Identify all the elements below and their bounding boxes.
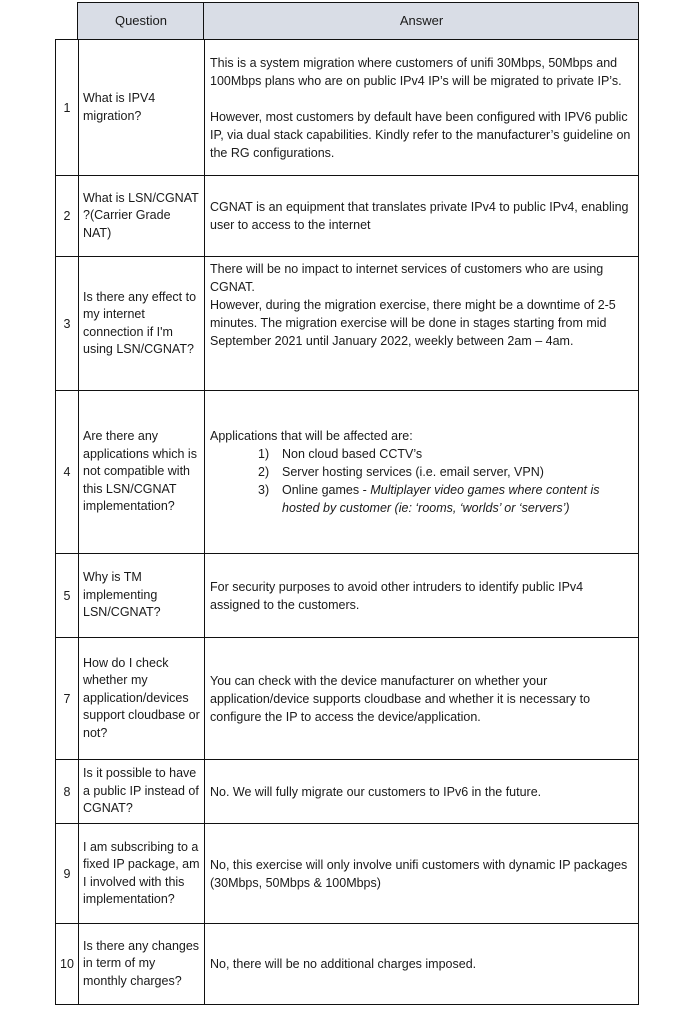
answer-paragraph: There will be no impact to internet services of customers who are using CGNAT.: [210, 262, 604, 294]
answer-cell: No, there will be no additional charges imposed.: [204, 924, 639, 1005]
faq-table: [55, 2, 639, 1005]
table-row: [55, 760, 639, 824]
answer-cell: [204, 40, 639, 176]
question-cell: How do I check whether my application/devices support cloudbase or not?: [78, 638, 204, 760]
answer-paragraph: This is a system migration where customers of unifi 30Mbps, 50Mbps and 100Mbps plans who are on public IPv4 IP’s will be migrated to private IP’s.: [210, 55, 622, 88]
row-number: 4: [55, 391, 78, 554]
row-number: 10: [55, 924, 78, 1005]
table-row: [55, 824, 639, 924]
list-item: 2) Server hosting services (i.e. email server, VPN): [258, 465, 544, 479]
question-cell: Are there any applications which is not compatible with this LSN/CGNAT implementation?: [78, 391, 204, 554]
row-number: 5: [55, 554, 78, 638]
row-number: 1: [55, 40, 78, 176]
question-cell: What is LSN/CGNAT ?(Carrier Grade NAT): [78, 176, 204, 257]
answer-cell: No. We will fully migrate our customers to IPv6 in the future.: [204, 760, 639, 824]
row-number: 2: [55, 176, 78, 257]
row-number: 3: [55, 257, 78, 391]
answer-intro: Applications that will be affected are:: [210, 429, 413, 443]
answer-cell: For security purposes to avoid other intruders to identify public IPv4 assigned to the customers.: [204, 554, 639, 638]
question-cell: Why is TM implementing LSN/CGNAT?: [78, 554, 204, 638]
table-row: [55, 257, 639, 391]
answer-cell: You can check with the device manufacturer on whether your application/device supports cloudbase and whether it is necessary to configure the IP to access the device/application.: [204, 638, 639, 760]
table-row: [55, 554, 639, 638]
table-header: [55, 2, 639, 40]
header-question: Question: [77, 2, 203, 40]
table-row: [55, 40, 639, 176]
table-row: [55, 924, 639, 1005]
question-cell: I am subscribing to a fixed IP package, am I involved with this implementation?: [78, 824, 204, 924]
table-row: [55, 391, 639, 554]
header-number-cell: [55, 2, 77, 40]
row-number: 8: [55, 760, 78, 824]
list-item: 1) Non cloud based CCTV’s: [258, 447, 423, 461]
list-item: 3) Online games - Multiplayer video games where content is hosted by customer (ie: ‘rooms, ‘worlds’ or ‘servers’): [258, 483, 600, 515]
row-number: 7: [55, 638, 78, 760]
table-row: [55, 638, 639, 760]
answer-cell: [204, 391, 639, 554]
affected-apps-list: [210, 445, 634, 517]
answer-cell: CGNAT is an equipment that translates private IPv4 to public IPv4, enabling user to access to the internet: [204, 176, 639, 257]
table-row: [55, 176, 639, 257]
question-cell: What is IPV4 migration?: [78, 40, 204, 176]
row-number: 9: [55, 824, 78, 924]
question-cell: Is there any effect to my internet connection if I'm using LSN/CGNAT?: [78, 257, 204, 391]
answer-paragraph: However, most customers by default have been configured with IPV6 public IP, via dual stack capabilities. Kindly refer to the manufacturer’s guideline on the RG configurations.: [210, 109, 631, 160]
question-cell: Is there any changes in term of my monthly charges?: [78, 924, 204, 1005]
answer-paragraph: However, during the migration exercise, there might be a downtime of 2-5 minutes. The migration exercise will be done in stages starting from mid September 2021 until January 2022, weekly between 2am – 4am.: [210, 298, 616, 348]
question-cell: Is it possible to have a public IP instead of CGNAT?: [78, 760, 204, 824]
answer-cell: No, this exercise will only involve unifi customers with dynamic IP packages (30Mbps, 50Mbps & 100Mbps): [204, 824, 639, 924]
header-answer: Answer: [203, 2, 639, 40]
answer-cell: [204, 257, 639, 391]
